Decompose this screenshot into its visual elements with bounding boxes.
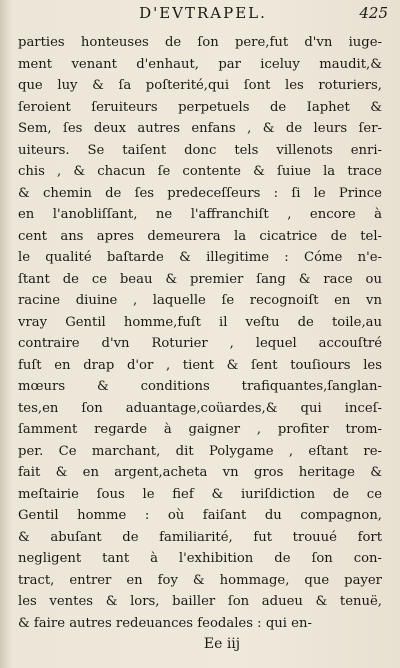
text-line: ſeroient ſeruiteurs perpetuels de Iaphet & [18,99,382,115]
text-line: contraire d'vn Roturier , lequel accouſtré [18,336,382,351]
text-line: que luy & ſa poſterité,qui ſont les roturiers, [18,78,382,93]
text-line: Gentil homme : où faiſant du compagnon, [18,508,382,523]
running-title: D'EVTRAPEL. [139,4,267,22]
text-line: racine diuine , laquelle ſe recognoiſt en vn [18,293,382,308]
text-line: fait & en argent,acheta vn gros heritage & [18,465,382,480]
signature-mark [0,636,400,652]
text-line: tes,en ſon aduantage,coüardes,& qui inceſ- [18,400,382,416]
running-head [18,4,388,26]
text-line: & chemin de ſes predeceſſeurs : ſi le Prince [18,185,382,201]
text-line: uiteurs. Se taiſent donc tels villenots enri- [18,142,382,158]
text-line: cent ans apres demeurera la cicatrice de tel- [18,228,382,244]
text-line: chis , & chacun ſe contente & ſuiue la trace [18,164,382,179]
page-number: 425 [359,4,388,22]
text-line: Sem, ſes deux autres enfans , & de leurs ſer- [18,121,382,136]
text-line: le qualité baſtarde & illegitime : Cóme n'e- [18,250,382,265]
text-line: les ventes & lors, bailler ſon adueu & tenuë, [18,594,382,609]
text-line: tract, entrer en foy & hommage, que payer [18,572,382,588]
text-line: vray Gentil homme,fuſt il veſtu de toile,au [18,314,382,330]
text-line: fuſt en drap d'or , tient & ſent touſiours les [18,357,382,373]
text-line: mœurs & conditions trafiquantes,ſanglan- [18,379,382,394]
text-line: parties honteuses de ſon pere,fut d'vn iuge- [18,35,382,50]
text-line: per. Ce marchant, dit Polygame , eſtant re- [18,443,382,459]
body-text [18,32,382,634]
text-line: negligent tant à l'exhibition de ſon con- [18,551,382,566]
text-line: ſtant de ce beau & premier ſang & race ou [18,271,382,287]
text-line: & abuſant de familiarité, fut trouué fort [18,529,382,545]
text-line: ſamment regarde à gaigner , profiter trom- [18,422,382,437]
text-line: ment venant d'enhaut, par iceluy maudit,& [18,56,382,72]
text-line: & faire autres redeuances feodales : qui en- [18,615,312,631]
text-line: meſtairie ſous le fief & iuriſdiction de ce [18,486,382,502]
signature-text: Ee iij [203,636,241,652]
text-line: en l'anobliſſant, ne l'affranchiſt , encore à [18,207,382,222]
